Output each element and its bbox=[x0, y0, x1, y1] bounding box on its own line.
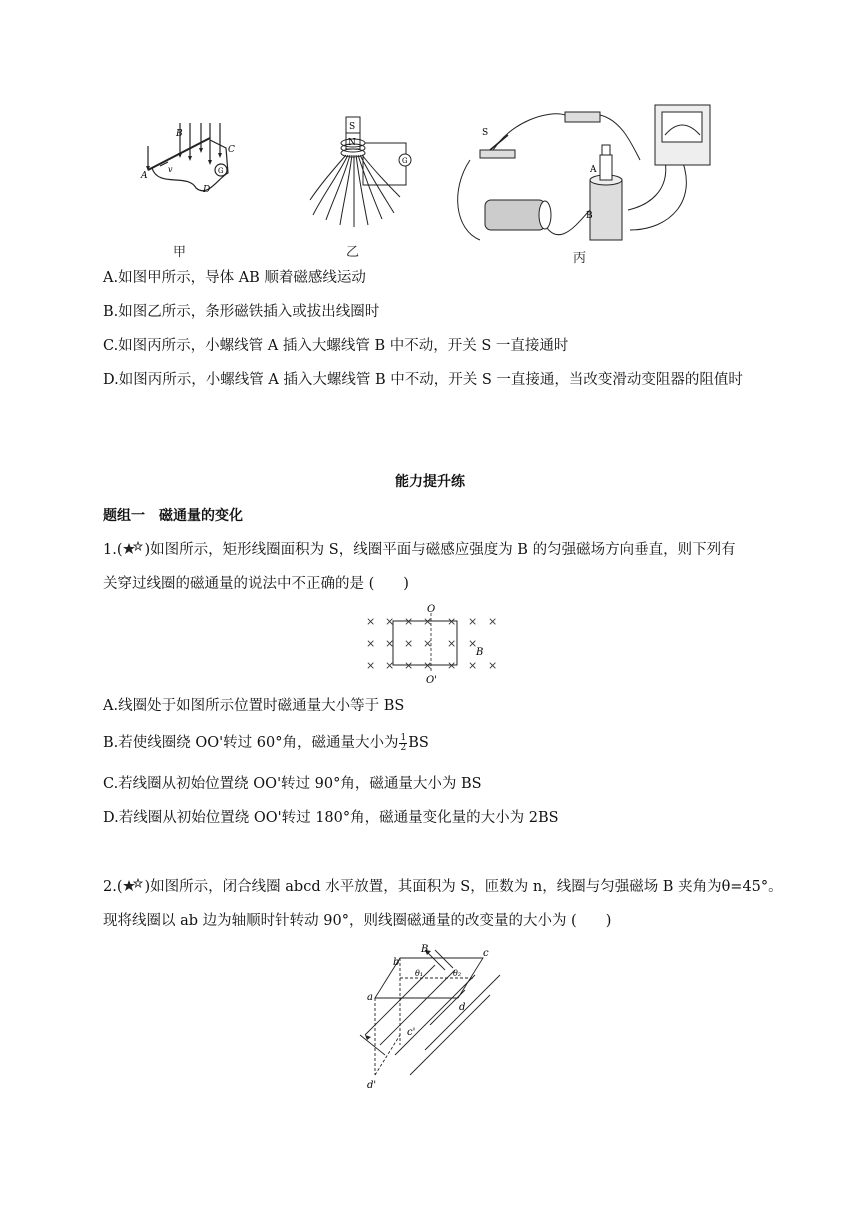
magnet-S-label: S bbox=[349, 122, 356, 132]
option-B: B.如图乙所示，条形磁铁插入或拔出线圈时 bbox=[103, 304, 380, 320]
vertex-c-label: c bbox=[483, 948, 489, 959]
coil-B-label: B bbox=[586, 211, 593, 221]
q1-stem-line2: 关穿过线圈的磁通量的说法中不正确的是 ( ) bbox=[103, 576, 409, 592]
figure-yi bbox=[308, 115, 418, 235]
q1-stem-line1 bbox=[103, 540, 736, 560]
fraction-one-half bbox=[399, 734, 407, 753]
q2-figure bbox=[355, 940, 515, 1090]
coil-A-label: A bbox=[590, 165, 597, 175]
field-cross-mark: × bbox=[423, 637, 433, 650]
switch-S-label: S bbox=[482, 128, 489, 138]
option-C: C.如图丙所示，小螺线管 A 插入大螺线管 B 中不动，开关 S 一直接通时 bbox=[103, 338, 569, 354]
field-cross-mark: × bbox=[385, 637, 395, 650]
label-C: C bbox=[228, 145, 235, 155]
figure-bing bbox=[450, 100, 720, 260]
axis-O-label: O bbox=[427, 604, 436, 615]
field-cross-mark: × bbox=[423, 615, 433, 628]
field-cross-mark: × bbox=[366, 659, 376, 672]
q1-figure bbox=[358, 603, 508, 683]
q1-stem-text: )如图所示，矩形线圈面积为 S，线圈平面与磁感应强度为 B 的匀强磁场方向垂直，则下列有 bbox=[144, 542, 736, 558]
q1-number: 1.( bbox=[103, 542, 123, 558]
vertex-c-prime-label: c' bbox=[407, 1027, 416, 1038]
field-cross-mark: × bbox=[447, 615, 457, 628]
vertex-d-label: d bbox=[459, 1002, 466, 1013]
field-cross-mark: × bbox=[488, 615, 498, 628]
label-v: v bbox=[168, 165, 173, 174]
option-D: D.如图丙所示，小螺线管 A 插入大螺线管 B 中不动，开关 S 一直接通，当改变滑动变阻器的阻值时 bbox=[103, 372, 743, 388]
fraction-numerator: 1 bbox=[400, 732, 407, 743]
vertex-a-label: a bbox=[367, 992, 373, 1003]
field-cross-mark: × bbox=[488, 659, 498, 672]
q2-stem-line2: 现将线圈以 ab 边为轴顺时针转动 90°，则线圈磁通量的改变量的大小为 ( ) bbox=[103, 913, 612, 929]
caption-bing: 丙 bbox=[573, 251, 587, 266]
field-cross-mark: × bbox=[423, 659, 433, 672]
group-title: 题组一 磁通量的变化 bbox=[103, 508, 243, 524]
field-B-label: B bbox=[476, 647, 484, 658]
label-D: D bbox=[203, 185, 211, 195]
angle-theta2-label: θ₂ bbox=[453, 969, 462, 978]
q2-number: 2.( bbox=[103, 879, 123, 895]
q1-option-D: D.若线圈从初始位置绕 OO'转过 180°角，磁通量变化量的大小为 2BS bbox=[103, 810, 559, 826]
field-cross-mark: × bbox=[468, 615, 478, 628]
figure-jia bbox=[138, 118, 248, 203]
axis-O-prime-label: O' bbox=[426, 675, 437, 683]
angle-theta1-label: θ₁ bbox=[415, 969, 424, 978]
q1-option-C: C.若线圈从初始位置绕 OO'转过 90°角，磁通量大小为 BS bbox=[103, 776, 482, 792]
magnet-N-label: N bbox=[348, 138, 356, 148]
field-B-label: B bbox=[421, 944, 429, 955]
fraction-denominator: 2 bbox=[400, 742, 407, 753]
field-cross-mark: × bbox=[366, 637, 376, 650]
option-A: A.如图甲所示，导体 AB 顺着磁感线运动 bbox=[103, 270, 366, 286]
field-cross-mark: × bbox=[404, 615, 414, 628]
q1-option-B bbox=[103, 733, 429, 753]
field-cross-mark: × bbox=[468, 659, 478, 672]
field-cross-mark: × bbox=[385, 615, 395, 628]
q2-stem-text: )如图所示，闭合线圈 abcd 水平放置，其面积为 S，匝数为 n，线圈与匀强磁场 B 夹角为θ=45°。 bbox=[144, 879, 783, 895]
vertex-d-prime-label: d' bbox=[367, 1080, 377, 1090]
field-cross-mark: × bbox=[468, 637, 478, 650]
difficulty-star-icon bbox=[123, 878, 145, 894]
field-cross-mark: × bbox=[404, 659, 414, 672]
label-B: B bbox=[176, 129, 183, 139]
label-A: A bbox=[141, 171, 148, 181]
field-cross-mark: × bbox=[385, 659, 395, 672]
difficulty-star-icon bbox=[123, 541, 145, 557]
galvanometer-label: G bbox=[218, 167, 224, 175]
field-cross-mark: × bbox=[447, 659, 457, 672]
field-cross-mark: × bbox=[366, 615, 376, 628]
q1-option-A: A.线圈处于如图所示位置时磁通量大小等于 BS bbox=[103, 698, 405, 714]
q1-option-B-text: B.若使线圈绕 OO'转过 60°角，磁通量大小为 bbox=[103, 735, 399, 751]
caption-jia: 甲 bbox=[173, 245, 187, 260]
field-cross-mark: × bbox=[447, 637, 457, 650]
galvanometer-label: G bbox=[402, 157, 408, 165]
section-title: 能力提升练 bbox=[395, 474, 465, 490]
q1-option-B-suffix: BS bbox=[408, 735, 429, 751]
field-cross-mark: × bbox=[404, 637, 414, 650]
caption-yi: 乙 bbox=[346, 245, 360, 260]
vertex-b-label: b bbox=[393, 957, 400, 968]
q2-stem-line1 bbox=[103, 877, 783, 897]
